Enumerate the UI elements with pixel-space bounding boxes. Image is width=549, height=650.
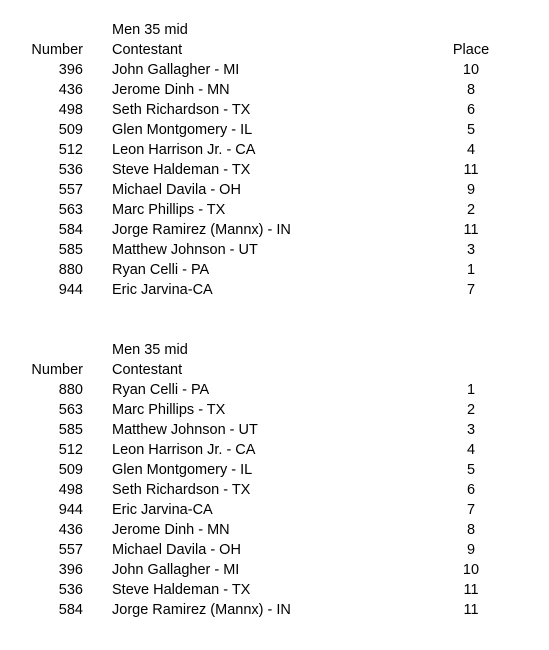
table-row — [0, 600, 549, 620]
table-row — [0, 180, 549, 200]
contestant-name: Matthew Johnson - UT — [112, 422, 258, 438]
table-row — [0, 580, 549, 600]
contestant-place: 4 — [466, 442, 476, 458]
contestant-place: 11 — [463, 222, 479, 238]
contestant-number: 563 — [58, 402, 83, 418]
contestant-name: Marc Phillips - TX — [112, 402, 226, 418]
contestant-number: 585 — [58, 422, 83, 438]
table-row — [0, 440, 549, 460]
contestant-number: 396 — [58, 562, 83, 578]
table-row — [0, 200, 549, 220]
contestant-name: Glen Montgomery - IL — [112, 462, 253, 478]
contestant-place: 1 — [466, 262, 476, 278]
contestant-place: 11 — [463, 602, 479, 618]
contestant-place: 2 — [466, 202, 476, 218]
contestant-name: Glen Montgomery - IL — [112, 122, 253, 138]
contestant-number: 509 — [58, 462, 83, 478]
contestant-name: Eric Jarvina-CA — [112, 282, 213, 298]
contestant-number: 436 — [58, 522, 83, 538]
contestant-name: Matthew Johnson - UT — [112, 242, 258, 258]
place-header: Place — [452, 42, 490, 58]
number-header: Number — [31, 362, 83, 378]
table-row — [0, 560, 549, 580]
header-row — [0, 360, 549, 380]
contestant-number: 512 — [58, 142, 83, 158]
table-row — [0, 100, 549, 120]
contestant-number: 944 — [58, 282, 83, 298]
table-row — [0, 500, 549, 520]
table-row — [0, 460, 549, 480]
table-row — [0, 240, 549, 260]
contestant-place: 5 — [466, 122, 476, 138]
results-table-by-place — [0, 340, 549, 620]
number-header: Number — [31, 42, 83, 58]
contestant-number: 512 — [58, 442, 83, 458]
contestant-name: John Gallagher - MI — [112, 562, 240, 578]
contestant-place: 9 — [466, 182, 476, 198]
division-title-row — [0, 340, 549, 360]
contestant-place: 2 — [466, 402, 476, 418]
contestant-name: Steve Haldeman - TX — [112, 582, 251, 598]
table-row — [0, 380, 549, 400]
contestant-name: Seth Richardson - TX — [112, 102, 251, 118]
contestant-place: 7 — [466, 502, 476, 518]
contestant-number: 584 — [58, 602, 83, 618]
division-title-row — [0, 20, 549, 40]
contestant-number: 498 — [58, 482, 83, 498]
contestant-place: 1 — [466, 382, 476, 398]
table-row — [0, 400, 549, 420]
contestant-name: Ryan Celli - PA — [112, 382, 210, 398]
table-row — [0, 540, 549, 560]
contestant-place: 3 — [466, 422, 476, 438]
table-row — [0, 520, 549, 540]
contestant-name: Jerome Dinh - MN — [112, 522, 230, 538]
contestant-name: Steve Haldeman - TX — [112, 162, 251, 178]
table-row — [0, 420, 549, 440]
table-row — [0, 220, 549, 240]
contestant-place: 11 — [463, 162, 479, 178]
contestant-name: Ryan Celli - PA — [112, 262, 210, 278]
contestant-name: Jorge Ramirez (Mannx) - IN — [112, 602, 291, 618]
table-row — [0, 120, 549, 140]
table-row — [0, 60, 549, 80]
contestant-header: Contestant — [112, 362, 183, 378]
contestant-number: 585 — [58, 242, 83, 258]
contestant-number: 944 — [58, 502, 83, 518]
contestant-place: 5 — [466, 462, 476, 478]
contestant-number: 509 — [58, 122, 83, 138]
contestant-place: 3 — [466, 242, 476, 258]
header-row — [0, 40, 549, 60]
contestant-place: 8 — [466, 82, 476, 98]
table-row — [0, 480, 549, 500]
table-row — [0, 140, 549, 160]
contestant-place: 4 — [466, 142, 476, 158]
contestant-place: 8 — [466, 522, 476, 538]
table-row — [0, 280, 549, 300]
contestant-name: Leon Harrison Jr. - CA — [112, 142, 256, 158]
contestant-number: 557 — [58, 542, 83, 558]
contestant-name: Eric Jarvina-CA — [112, 502, 213, 518]
results-table-by-number — [0, 20, 549, 300]
contestant-number: 536 — [58, 162, 83, 178]
contestant-place: 10 — [462, 562, 480, 578]
contestant-place: 7 — [466, 282, 476, 298]
contestant-number: 498 — [58, 102, 83, 118]
contestant-name: Michael Davila - OH — [112, 542, 241, 558]
division-title: Men 35 mid — [112, 342, 188, 358]
contestant-name: Michael Davila - OH — [112, 182, 241, 198]
contestant-name: Marc Phillips - TX — [112, 202, 226, 218]
contestant-name: Jerome Dinh - MN — [112, 82, 230, 98]
contestant-number: 563 — [58, 202, 83, 218]
contestant-place: 6 — [466, 482, 476, 498]
contestant-name: Seth Richardson - TX — [112, 482, 251, 498]
table-row — [0, 260, 549, 280]
contestant-number: 584 — [58, 222, 83, 238]
contestant-number: 557 — [58, 182, 83, 198]
contestant-name: John Gallagher - MI — [112, 62, 240, 78]
contestant-place: 10 — [462, 62, 480, 78]
contestant-number: 880 — [58, 382, 83, 398]
contestant-name: Jorge Ramirez (Mannx) - IN — [112, 222, 291, 238]
contestant-place: 9 — [466, 542, 476, 558]
contestant-name: Leon Harrison Jr. - CA — [112, 442, 256, 458]
contestant-place: 6 — [466, 102, 476, 118]
table-row — [0, 80, 549, 100]
contestant-place: 11 — [463, 582, 479, 598]
contestant-number: 436 — [58, 82, 83, 98]
division-title: Men 35 mid — [112, 22, 188, 38]
contestant-number: 536 — [58, 582, 83, 598]
table-row — [0, 160, 549, 180]
contestant-header: Contestant — [112, 42, 183, 58]
contestant-number: 880 — [58, 262, 83, 278]
contestant-number: 396 — [58, 62, 83, 78]
